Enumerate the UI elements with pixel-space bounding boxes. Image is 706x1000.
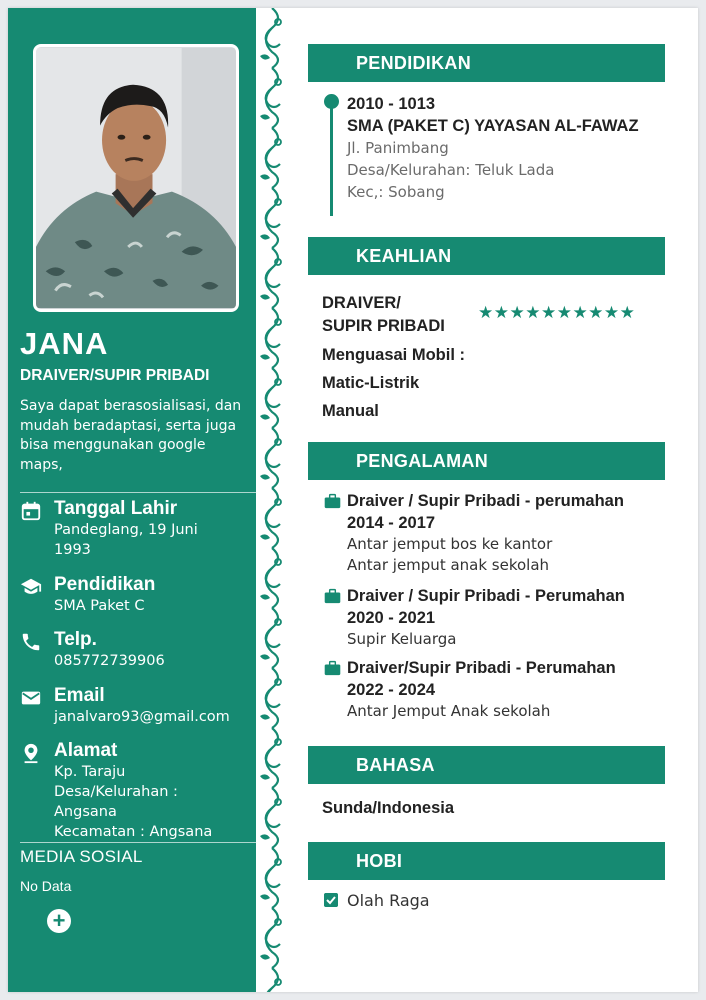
graduation-cap-icon [20,576,42,598]
skill-line-1: DRAIVER/ [322,294,401,312]
sidebar-divider [20,492,256,493]
skill-line-3: Menguasai Mobil : [322,346,466,364]
info-email-value: janalvaro93@gmail.com [54,709,230,725]
phone-icon [20,631,42,653]
info-phone-value: 085772739906 [54,653,165,669]
briefcase-icon [324,660,341,676]
section-header-language: BAHASA [308,746,665,784]
skill-rating-stars: ★★★★★★★★★★ [478,303,636,323]
section-header-skills: KEAHLIAN [308,237,665,275]
info-email [20,685,252,727]
info-birth-label: Tanggal Lahir [54,498,178,519]
info-education-value: SMA Paket C [54,598,145,614]
location-pin-icon [20,742,42,764]
info-address-line-1: Kp. Taraju [54,764,126,780]
education-address-3: Kec,: Sobang [347,183,445,201]
education-address-1: Jl. Panimbang [347,139,449,157]
experience-years: 2022 - 2024 [347,681,436,699]
hobby-label: Olah Raga [347,891,430,910]
experience-detail: Antar jemput bos ke kantor [347,535,553,553]
education-timeline-line [330,96,333,216]
experience-years: 2020 - 2021 [347,609,436,627]
decorative-border [256,8,288,992]
info-address-line-3: Angsana [54,804,117,820]
info-address [20,740,252,842]
language-value: Sunda/Indonesia [322,799,455,817]
profile-photo-illustration [36,47,236,309]
checkbox-checked-icon [324,893,338,907]
experience-detail: Antar Jemput Anak sekolah [347,702,551,720]
info-address-label: Alamat [54,740,118,761]
experience-years: 2014 - 2017 [347,514,436,532]
briefcase-icon [324,588,341,604]
experience-item [324,585,669,650]
education-school: SMA (PAKET C) YAYASAN AL-FAWAZ [347,117,639,135]
experience-detail: Supir Keluarga [347,630,457,648]
section-header-hobby: HOBI [308,842,665,880]
experience-title: Draiver/Supir Pribadi - Perumahan [347,659,616,677]
social-media-empty: No Data [20,878,72,894]
experience-title: Draiver / Supir Pribadi - Perumahan [347,587,625,605]
education-address-2: Desa/Kelurahan: Teluk Lada [347,161,555,179]
envelope-icon [20,687,42,709]
experience-item [324,490,669,576]
profile-photo [33,44,239,312]
calendar-icon [20,500,42,522]
info-address-line-2: Desa/Kelurahan : [54,784,178,800]
resume-page [8,8,698,992]
section-header-education: PENDIDIKAN [308,44,665,82]
experience-detail: Antar jemput anak sekolah [347,556,550,574]
education-timeline-dot [324,94,339,109]
sidebar [8,8,256,992]
info-education-label: Pendidikan [54,574,156,595]
experience-item [324,657,669,722]
add-social-button[interactable]: + [47,909,71,933]
skill-line-4: Matic-Listrik [322,374,420,392]
skill-line-2: SUPIR PRIBADI [322,317,445,335]
info-birth-year: 1993 [54,542,91,558]
experience-title: Draiver / Supir Pribadi - perumahan [347,492,624,510]
info-phone [20,629,252,671]
section-header-experience: PENGALAMAN [308,442,665,480]
education-years: 2010 - 1013 [347,95,436,113]
skill-line-5: Manual [322,402,379,420]
info-birth [20,498,252,560]
profile-summary: Saya dapat berasosialisasi, dan mudah beradaptasi, serta juga bisa menggunakan google maps, [20,398,242,473]
briefcase-icon [324,493,341,509]
info-address-line-4: Kecamatan : Angsana [54,824,213,840]
info-birth-place: Pandeglang, 19 Juni [54,522,198,538]
info-education [20,574,252,616]
info-email-label: Email [54,685,105,706]
social-media-title: MEDIA SOSIAL [20,847,143,866]
education-entry [347,93,639,203]
person-name: JANA [20,326,109,361]
job-title: DRAIVER/SUPIR PRIBADI [20,367,210,384]
hobby-item [324,891,430,910]
info-phone-label: Telp. [54,629,97,650]
sidebar-divider-2 [20,842,256,843]
